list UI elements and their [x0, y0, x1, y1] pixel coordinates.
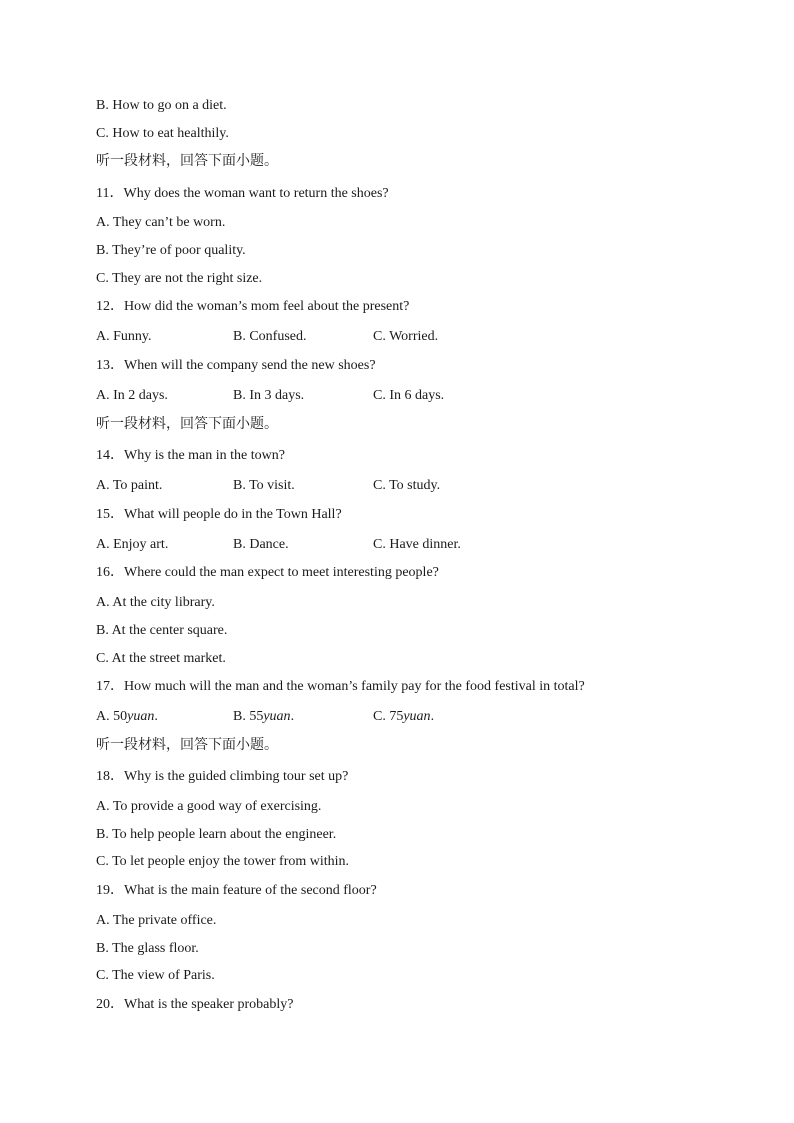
- option-b: [233, 708, 294, 726]
- option-b: B. Confused.: [233, 329, 307, 344]
- option-c: C. Have dinner.: [373, 537, 461, 552]
- options-row: [96, 387, 716, 405]
- options-row: [96, 328, 716, 346]
- option-c-amount: C. 75: [373, 709, 404, 724]
- option-text: C. How to eat healthily.: [96, 126, 229, 141]
- option-text: B. At the center square.: [96, 623, 228, 638]
- option-a-unit: yuan: [127, 709, 155, 724]
- option-a-period: .: [154, 709, 158, 724]
- question-text: 14．Why is the man in the town?: [96, 448, 285, 463]
- question-text: 18．Why is the guided climbing tour set up?: [96, 769, 349, 784]
- question-text: 17．How much will the man and the woman’s family pay for the food festival in total?: [96, 679, 585, 694]
- option-text: A. At the city library.: [96, 595, 215, 610]
- section-instruction: 听一段材料，回答下面小题。: [96, 416, 278, 432]
- option-text: C. To let people enjoy the tower from within.: [96, 854, 350, 869]
- options-row: [96, 708, 716, 726]
- option-b: B. Dance.: [233, 537, 289, 552]
- question-text: 19．What is the main feature of the second floor?: [96, 883, 377, 898]
- option-text: C. They are not the right size.: [96, 271, 263, 286]
- option-b-unit: yuan: [263, 709, 291, 724]
- option-a: [96, 708, 158, 726]
- option-text: B. They’re of poor quality.: [96, 243, 246, 258]
- option-a: A. Enjoy art.: [96, 537, 169, 552]
- option-c-period: .: [430, 709, 435, 724]
- section-instruction: 听一段材料，回答下面小题。: [96, 153, 278, 169]
- options-row: [96, 536, 716, 554]
- option-text: B. The glass floor.: [96, 941, 199, 956]
- option-a: A. To paint.: [96, 478, 163, 493]
- option-a: A. In 2 days.: [96, 388, 168, 403]
- option-b-amount: B. 55: [233, 709, 264, 724]
- option-a-amount: A. 50: [96, 709, 128, 724]
- option-a: A. Funny.: [96, 329, 152, 344]
- option-text: C. At the street market.: [96, 651, 226, 666]
- option-c: C. To study.: [373, 478, 441, 493]
- question-text: 11．Why does the woman want to return the shoes?: [96, 186, 389, 201]
- question-text: 15．What will people do in the Town Hall?: [96, 507, 342, 522]
- option-text: A. They can’t be worn.: [96, 215, 226, 230]
- option-text: A. The private office.: [96, 913, 217, 928]
- section-instruction: 听一段材料，回答下面小题。: [96, 737, 278, 753]
- question-text: 13．When will the company send the new shoes?: [96, 358, 376, 373]
- option-b-period: .: [290, 709, 295, 724]
- option-c: [373, 708, 434, 726]
- option-text: C. The view of Paris.: [96, 968, 215, 983]
- option-c: C. Worried.: [373, 329, 439, 344]
- options-row: [96, 477, 716, 495]
- question-text: 16．Where could the man expect to meet interesting people?: [96, 565, 439, 580]
- option-text: A. To provide a good way of exercising.: [96, 799, 322, 814]
- option-c: C. In 6 days.: [373, 388, 445, 403]
- question-text: 12．How did the woman’s mom feel about the present?: [96, 299, 410, 314]
- option-c-unit: yuan: [403, 709, 431, 724]
- option-text: B. How to go on a diet.: [96, 98, 227, 113]
- option-b: B. In 3 days.: [233, 388, 305, 403]
- question-text: 20．What is the speaker probably?: [96, 997, 294, 1012]
- option-b: B. To visit.: [233, 478, 295, 493]
- option-text: B. To help people learn about the engineer.: [96, 827, 337, 842]
